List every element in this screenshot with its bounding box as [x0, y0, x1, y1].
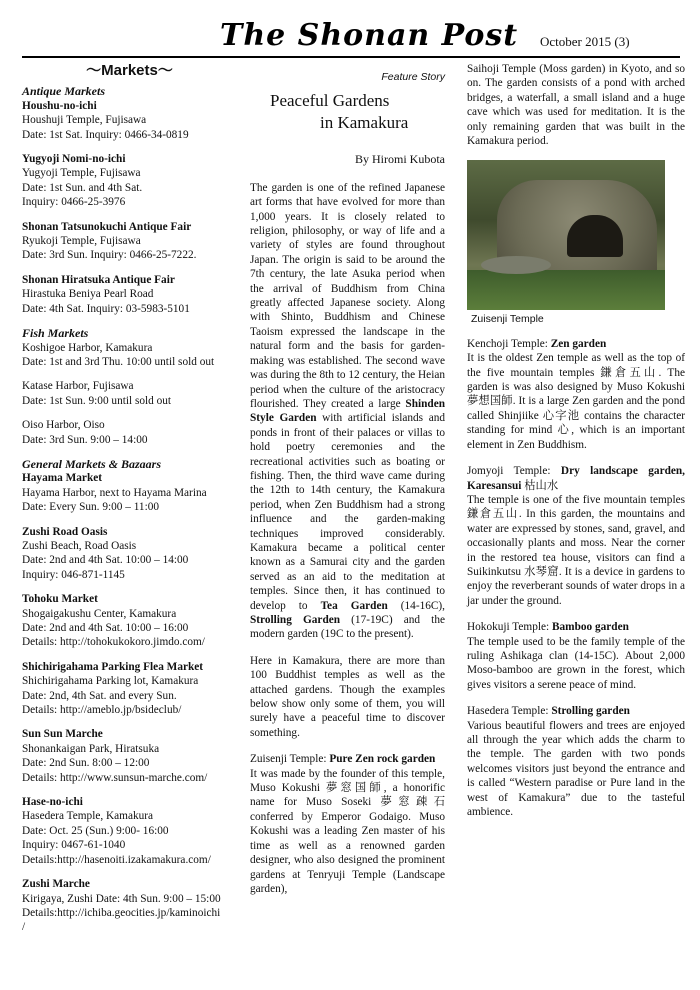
market-detail-line: Inquiry: 0466-25-3976 — [22, 196, 126, 209]
market-name: Zushi Marche — [22, 878, 90, 891]
kenchoji-style: Zen garden — [550, 337, 607, 350]
market-detail-line: Details: http://www.sunsun-marche.com/ — [22, 771, 208, 784]
intro-paragraph — [250, 181, 445, 642]
market-detail-line: / — [22, 921, 26, 934]
masthead-rule — [22, 56, 680, 58]
market-detail-line: Date: Oct. 25 (Sun.) 9:00- 16:00 — [22, 824, 169, 837]
market-entry — [22, 220, 237, 263]
market-category-heading: General Markets & Bazaars — [22, 456, 162, 471]
market-detail-line: Date: 4th Sat. Inquiry: 03-5983-5101 — [22, 302, 190, 315]
market-detail-line: Houshuji Temple, Fujisawa — [22, 114, 147, 127]
market-category-heading: Antique Markets — [22, 84, 106, 99]
jomyoji-text: The temple is one of the five mountain temples 鎌倉五山. In this garden, the mountains and water are expressed by stones, sand, gravel, and occasionally plants and moss. Near the corner in the restored tea house, visitors can find a Suikinkutsu 水琴窟. It is a device in gardens to enjoy the reverberant sounds of water drops in a jar under the ground. — [467, 493, 685, 607]
zuisenji-text: It was made by the founder of this temple, Muso Kokushi 夢窓国師, a honorific name for Muso Soseki 夢窓疎石 conferred by Emperor Godaigo. Muso Kokushi was a leading Zen master of his time as well as a renowned garden designer, who also designed the prominent gardens at Tenryuji Temple (Landscape garden), — [250, 767, 445, 895]
headline-line-2: in Kamakura — [320, 113, 409, 133]
kenchoji-lead: Kenchoji Temple: — [467, 337, 548, 350]
markets-list — [22, 84, 237, 934]
market-detail-line: Hirastuka Beniya Pearl Road — [22, 288, 154, 301]
market-detail-line: Details:http://ichiba.geocities.jp/kaminoichi — [22, 906, 221, 919]
market-detail-line: Details:http://hasenoiti.izakamakura.com/ — [22, 853, 211, 866]
byline: By Hiromi Kubota — [355, 152, 445, 167]
market-entry — [22, 379, 237, 408]
photo-foliage — [467, 270, 665, 310]
market-detail-line: Zushi Beach, Road Oasis — [22, 539, 137, 552]
jomyoji-style-kanji: 枯山水 — [524, 479, 559, 492]
market-detail-line: Shogaigakushu Center, Kamakura — [22, 607, 177, 620]
intro-bold-strolling: Strolling Garden — [250, 614, 341, 626]
issue-date: October 2015 (3) — [540, 34, 630, 49]
market-entry — [22, 877, 237, 935]
market-detail-line: Shichirigahama Parking lot, Kamakura — [22, 675, 199, 688]
photo-caption: Zuisenji Temple — [471, 313, 544, 326]
kamakura-paragraph: Here in Kamakura, there are more than 100 Buddhist temples as well as the attached gardens. Though the examples below show only some of them, you will surely have a peaceful time to discover something. — [250, 654, 445, 739]
market-detail-line: Kirigaya, Zushi Date: 4th Sun. 9:00 – 15:00 — [22, 892, 221, 905]
market-detail-line: Ryukoji Temple, Fujisawa — [22, 235, 141, 248]
market-name: Tohoku Market — [22, 593, 98, 606]
market-detail-line: Yugyoji Temple, Fujisawa — [22, 167, 141, 180]
masthead — [0, 0, 700, 58]
jomyoji-paragraph — [467, 464, 685, 608]
jomyoji-style: Dry landscape garden, Karesansui — [467, 465, 685, 492]
market-entry — [22, 525, 237, 583]
hasedera-style: Strolling garden — [551, 705, 630, 718]
market-detail-line: Date: Every Sun. 9:00 – 11:00 — [22, 501, 160, 514]
market-name: Hayama Market — [22, 472, 102, 485]
market-entry — [22, 273, 237, 316]
photo-cave — [567, 215, 623, 257]
hasedera-paragraph — [467, 704, 685, 819]
feature-label: Feature Story — [381, 71, 445, 83]
market-entry — [22, 99, 237, 142]
market-entry — [22, 592, 237, 650]
hokokuji-style: Bamboo garden — [551, 621, 629, 634]
market-name: Houshu-no-ichi — [22, 99, 97, 112]
hokokuji-lead: Hokokuji Temple: — [467, 621, 550, 634]
newspaper-title: The Shonan Post — [220, 18, 519, 53]
intro-text-3: (14-16C), — [400, 599, 446, 612]
market-detail-line: Date: 1st Sat. Inquiry: 0466-34-0819 — [22, 128, 189, 141]
intro-bold-tea: Tea Garden — [320, 599, 388, 612]
hokokuji-paragraph — [467, 620, 685, 692]
market-detail-line: Date: 3rd Sun. Inquiry: 0466-25-7222. — [22, 249, 197, 262]
saihoji-paragraph: Saihoji Temple (Moss garden) in Kyoto, and so on. The garden consists of a pond with arched bridges, a waterfall, a small island and a huge cave which was used for meditation. It is the only remaining garden that was built in the Kamakura period. — [467, 63, 685, 148]
zuisenji-style: Pure Zen rock garden — [329, 753, 436, 766]
market-name: Zushi Road Oasis — [22, 525, 108, 538]
market-detail-line: Hasedera Temple, Kamakura — [22, 810, 154, 823]
zuisenji-lead: Zuisenji Temple: — [250, 753, 327, 766]
kenchoji-paragraph — [467, 337, 685, 452]
market-category-heading: Fish Markets — [22, 326, 89, 341]
market-name: Shonan Tatsunokuchi Antique Fair — [22, 220, 192, 233]
market-detail-line: Oiso Harbor, Oiso — [22, 419, 105, 432]
market-detail-line: Date: 2nd and 4th Sat. 10:00 – 14:00 — [22, 554, 189, 567]
market-entry — [22, 152, 237, 210]
zuisenji-photo — [467, 160, 665, 310]
market-entry — [22, 795, 237, 867]
market-detail-line: Date: 3rd Sun. 9:00 – 14:00 — [22, 433, 148, 446]
market-detail-line: Date: 1st and 3rd Thu. 10:00 until sold out — [22, 355, 215, 368]
market-detail-line: Details: http://tohokukokoro.jimdo.com/ — [22, 636, 205, 649]
market-name: Shichirigahama Parking Flea Market — [22, 660, 204, 673]
hasedera-lead: Hasedera Temple: — [467, 705, 549, 718]
intro-text-4: (17-19C) and the modern garden (19C to the present). — [250, 614, 445, 641]
market-detail-line: Date: 1st Sun. 9:00 until sold out — [22, 394, 172, 407]
intro-text-1: The garden is one of the refined Japanese art forms that have evolved for more than 1,000 years. It is closely related to religion, philosophy, or way of life and a variety of styles are found throughout Japan. The origin is said to be around the 7th century, the late Asuka period when the arrival of Buddhism from China greatly affected Japanese society. Along with Shinto, Buddhism and Chinese Taoism expressed the landscape in the natural form and the basis for garden-making was established. The second wave was during the 8th to 12 century, the Heian period when the culture of the aristocracy flourished. They created a large — [250, 181, 445, 410]
market-detail-line: Details: http://ameblo.jp/bsideclub/ — [22, 704, 182, 717]
market-detail-line: Date: 2nd and 4th Sat. 10:00 – 16:00 — [22, 622, 189, 634]
gardens-column — [467, 62, 685, 831]
market-detail-line: Date: 1st Sun. and 4th Sat. — [22, 181, 143, 194]
jomyoji-lead: Jomyoji Temple: — [467, 465, 551, 478]
market-name: Yugyoji Nomi-no-ichi — [22, 153, 126, 166]
feature-column — [250, 62, 445, 908]
market-entry — [22, 727, 237, 785]
market-detail-line: Inquiry: 0467-61-1040 — [22, 839, 126, 852]
market-detail-line: Koshigoe Harbor, Kamakura — [22, 341, 153, 354]
market-name: Hase-no-ichi — [22, 796, 83, 809]
market-detail-line: Katase Harbor, Fujisawa — [22, 380, 134, 393]
markets-title: ～Markets～ — [86, 62, 173, 79]
market-detail-line: Date: 2nd, 4th Sat. and every Sun. — [22, 689, 177, 702]
feature-headline — [270, 90, 445, 134]
market-detail-line: Hayama Harbor, next to Hayama Marina — [22, 486, 207, 499]
hokokuji-text: The temple used to be the family temple of the ruling Ashikaga clan (14-15C). About 2,000 Moso-bamboo are grown in the forest, which gives visitors a serene peace of mind. — [467, 635, 685, 691]
market-entry — [22, 341, 237, 370]
market-entry — [22, 418, 237, 447]
headline-line-1: Peaceful Gardens — [270, 91, 390, 111]
market-detail-line: Date: 2nd Sun. 8:00 – 12:00 — [22, 757, 150, 770]
market-detail-line: Shonankaigan Park, Hiratsuka — [22, 742, 160, 755]
kenchoji-text: It is the oldest Zen temple as well as the top of the five mountain temples 鎌倉五山. The garden is was also designed by Muso Kokushi 夢想国師. It is a large Zen garden and the pond called Shinjiike 心字池 contains the character standing for mind 心, which is an important element in Zen Buddhism. — [467, 352, 685, 451]
zuisenji-paragraph — [250, 752, 445, 896]
market-name: Shonan Hiratsuka Antique Fair — [22, 273, 175, 286]
market-detail-line: Inquiry: 046-871-1145 — [22, 568, 125, 581]
market-name: Sun Sun Marche — [22, 728, 103, 741]
intro-bold-shinden: Shinden Style Garden — [250, 397, 445, 425]
markets-column — [22, 62, 237, 945]
market-entry — [22, 660, 237, 718]
intro-text-2: with artificial islands and ponds in front of their palaces or villas to hold poetry ceremonies and the recreational activities such as boating or fishing. Then, the third wave came during the 12th to 14th century, the Kamakura period, when Zen Buddhism had a strong influence and the garden-making techniques improved considerably. Kamakura became a political center known as a Samurai city and the garden served as an aid to the meditation at temples. Since then, it has continued to develop to — [250, 412, 446, 612]
hasedera-text: Various beautiful flowers and trees are enjoyed all through the year which adds the charm to the temple. The garden with two ponds welcomes visitors just beyond the entrance and is called “Western paradise or Pure land in the west of Kamakura” due to the tasteful ambience. — [467, 719, 685, 819]
market-entry — [22, 471, 237, 514]
